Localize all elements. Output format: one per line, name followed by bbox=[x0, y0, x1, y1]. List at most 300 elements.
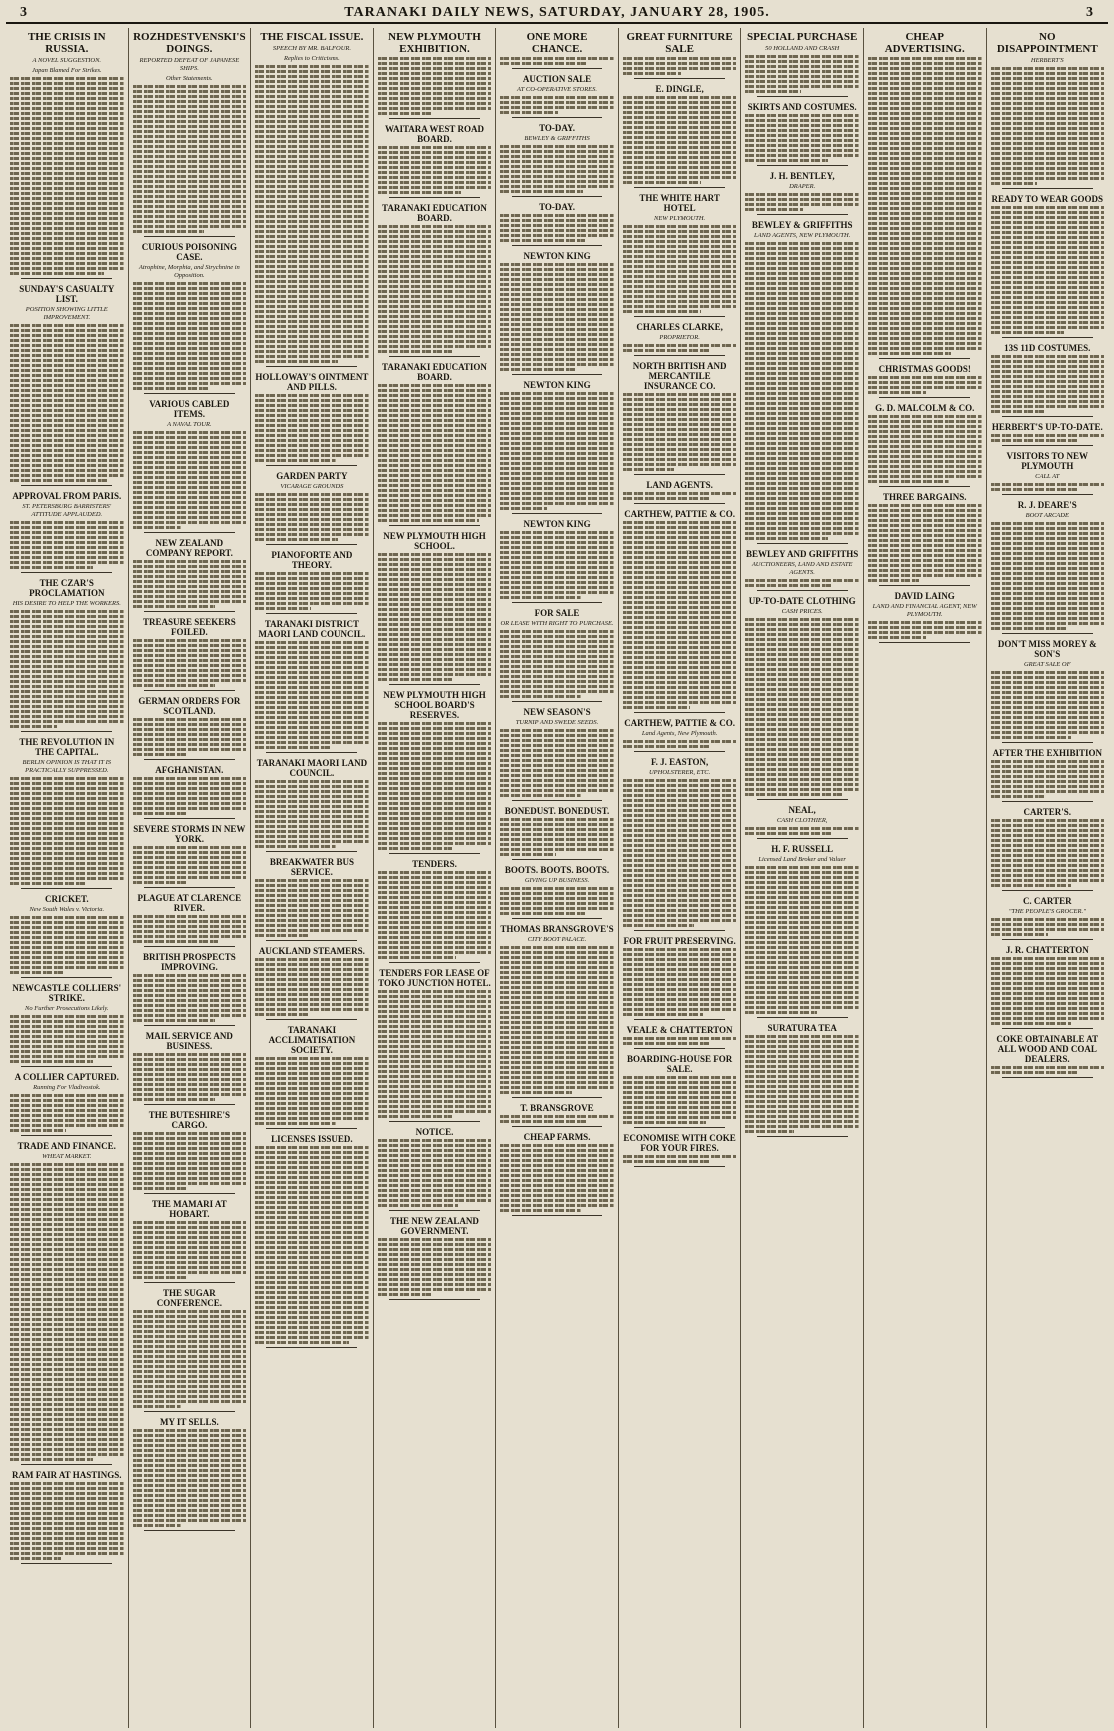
article-subhead: CASH CLOTHIER, bbox=[776, 817, 828, 824]
article-body-text bbox=[868, 376, 982, 394]
article bbox=[378, 362, 492, 526]
divider bbox=[389, 197, 480, 198]
article bbox=[991, 896, 1105, 940]
article bbox=[868, 492, 982, 586]
article bbox=[500, 251, 614, 375]
article-headline: AUCTION SALE bbox=[522, 74, 592, 84]
article bbox=[10, 983, 124, 1067]
column-8 bbox=[864, 28, 987, 1728]
article-body-text bbox=[255, 780, 369, 848]
column-7 bbox=[741, 28, 864, 1728]
article-headline: F. J. EASTON, bbox=[650, 757, 709, 767]
divider bbox=[144, 236, 235, 237]
article-body-text bbox=[868, 621, 982, 639]
divider bbox=[266, 851, 357, 852]
article-subhead: PROPRIETOR. bbox=[659, 334, 700, 341]
article bbox=[133, 696, 247, 760]
article-subhead: AUCTIONEERS, LAND AND ESTATE AGENTS. bbox=[751, 561, 853, 576]
article-subhead: OR LEASE WITH RIGHT TO PURCHASE. bbox=[500, 620, 614, 627]
article bbox=[500, 74, 614, 118]
article bbox=[745, 596, 859, 800]
article-subhead: NEW PLYMOUTH. bbox=[654, 215, 706, 222]
article-body-text bbox=[10, 1163, 124, 1461]
divider bbox=[144, 1411, 235, 1412]
article-subhead: Replies to Criticisms. bbox=[284, 55, 340, 62]
article bbox=[745, 549, 859, 591]
article-headline: FOR SALE bbox=[534, 608, 580, 618]
article bbox=[133, 617, 247, 691]
column-6 bbox=[619, 28, 742, 1728]
article-headline: AFGHANISTAN. bbox=[155, 765, 224, 775]
article-body-text bbox=[868, 415, 982, 483]
article-subhead: LAND AGENTS, NEW PLYMOUTH. bbox=[753, 232, 851, 239]
article-body-text bbox=[133, 1429, 247, 1527]
divider bbox=[144, 1530, 235, 1531]
article bbox=[133, 538, 247, 612]
article-headline: RAM FAIR AT HASTINGS. bbox=[12, 1470, 122, 1480]
article-headline: SEVERE STORMS IN NEW YORK. bbox=[133, 824, 246, 844]
article-headline: TRADE AND FINANCE. bbox=[17, 1141, 116, 1151]
article-headline: HERBERT'S UP-TO-DATE. bbox=[991, 422, 1103, 432]
article-body-text bbox=[378, 990, 492, 1118]
article-headline: TARANAKI EDUCATION BOARD. bbox=[382, 203, 487, 223]
divider bbox=[512, 117, 603, 118]
article-body-text bbox=[133, 915, 247, 943]
article-headline: HOLLOWAY'S OINTMENT AND PILLS. bbox=[255, 372, 369, 392]
article-subhead: Other Statements. bbox=[166, 75, 213, 82]
divider bbox=[634, 78, 725, 79]
article-headline: E. DINGLE, bbox=[655, 84, 704, 94]
article bbox=[623, 1133, 737, 1167]
divider bbox=[1002, 494, 1093, 495]
article-headline: THE SUGAR CONFERENCE. bbox=[156, 1288, 222, 1308]
article-body-text bbox=[623, 779, 737, 927]
article bbox=[623, 480, 737, 504]
article-headline: GARDEN PARTY bbox=[276, 471, 348, 481]
article-subhead: AT CO-OPERATIVE STORES. bbox=[517, 86, 598, 93]
article-headline: NEWTON KING bbox=[523, 380, 591, 390]
divider bbox=[144, 1104, 235, 1105]
article-body-text bbox=[133, 639, 247, 687]
article bbox=[255, 619, 369, 753]
divider bbox=[144, 611, 235, 612]
article-headline: PLAGUE AT CLARENCE RIVER. bbox=[137, 893, 242, 913]
article bbox=[745, 1023, 859, 1137]
article-headline: G. D. MALCOLM & CO. bbox=[875, 403, 975, 413]
article-headline: BOOTS. BOOTS. BOOTS. bbox=[504, 865, 610, 875]
article-body-text bbox=[133, 974, 247, 1022]
article-body-text bbox=[991, 918, 1105, 936]
article-body-text bbox=[378, 871, 492, 959]
article-body-text bbox=[623, 948, 737, 1016]
divider bbox=[634, 712, 725, 713]
article bbox=[378, 124, 492, 198]
divider bbox=[144, 1193, 235, 1194]
article-body-text bbox=[623, 57, 737, 75]
article-subhead: Licensed Land Broker and Valuer bbox=[758, 856, 846, 863]
columns bbox=[6, 28, 1108, 1728]
article-headline: THREE BARGAINS. bbox=[882, 492, 967, 502]
article-headline: THOMAS BRANSGROVE'S bbox=[500, 924, 614, 934]
divider bbox=[1002, 188, 1093, 189]
column-1 bbox=[6, 28, 129, 1728]
article-headline: ROZHDESTVENSKI'S DOINGS. bbox=[133, 31, 246, 55]
article-body-text bbox=[10, 916, 124, 974]
article-headline: THE CRISIS IN RUSSIA. bbox=[27, 31, 106, 55]
divider bbox=[512, 1126, 603, 1127]
article-headline: MAIL SERVICE AND BUSINESS. bbox=[145, 1031, 233, 1051]
divider bbox=[634, 1166, 725, 1167]
column-3 bbox=[251, 28, 374, 1728]
divider bbox=[1002, 1028, 1093, 1029]
divider bbox=[1002, 633, 1093, 634]
article-headline: BEWLEY & GRIFFITHS bbox=[751, 220, 853, 230]
divider bbox=[266, 465, 357, 466]
divider bbox=[879, 642, 970, 643]
article-body-text bbox=[745, 55, 859, 93]
divider bbox=[757, 1017, 848, 1018]
article-body-text bbox=[378, 1238, 492, 1296]
article-headline: R. J. DEARE'S bbox=[1017, 500, 1077, 510]
divider bbox=[512, 196, 603, 197]
article-subhead: REPORTED DEFEAT OF JAPANESE SHIPS. bbox=[139, 57, 240, 72]
article bbox=[500, 1103, 614, 1127]
divider bbox=[21, 1464, 112, 1465]
article-body-text bbox=[10, 324, 124, 482]
article bbox=[500, 519, 614, 603]
divider bbox=[266, 752, 357, 753]
article-body-text bbox=[500, 531, 614, 599]
divider bbox=[757, 1136, 848, 1137]
divider bbox=[512, 68, 603, 69]
article-headline: VEALE & CHATTERTON bbox=[626, 1025, 733, 1035]
article-headline: SURATURA TEA bbox=[767, 1023, 837, 1033]
article bbox=[500, 1132, 614, 1216]
article-headline: UP-TO-DATE CLOTHING bbox=[748, 596, 856, 606]
divider bbox=[757, 214, 848, 215]
article-body-text bbox=[868, 57, 982, 355]
article-body-text bbox=[623, 96, 737, 184]
article-headline: NEW PLYMOUTH HIGH SCHOOL. bbox=[383, 531, 486, 551]
column-2 bbox=[129, 28, 252, 1728]
article bbox=[868, 31, 982, 359]
divider bbox=[1002, 801, 1093, 802]
article bbox=[623, 31, 737, 79]
article bbox=[378, 31, 492, 119]
article bbox=[500, 707, 614, 801]
article bbox=[745, 220, 859, 544]
article-body-text bbox=[133, 777, 247, 815]
article-headline: CHRISTMAS GOODS! bbox=[878, 364, 971, 374]
article-subhead: CALL AT bbox=[1035, 473, 1060, 480]
article bbox=[745, 102, 859, 166]
article-headline: VISITORS TO NEW PLYMOUTH bbox=[1006, 451, 1089, 471]
article-body-text bbox=[991, 434, 1105, 442]
article-headline: TARANAKI DISTRICT MAORI LAND COUNCIL. bbox=[258, 619, 366, 639]
article-subhead: A NAVAL TOUR. bbox=[167, 421, 212, 428]
article-headline: LAND AGENTS. bbox=[646, 480, 713, 490]
article-body-text bbox=[623, 393, 737, 471]
article bbox=[991, 422, 1105, 446]
article bbox=[255, 758, 369, 852]
article-subhead: HIS DESIRE TO HELP THE WORKERS. bbox=[12, 600, 121, 607]
article-subhead: ST. PETERSBURG BARRISTERS' ATTITUDE APPLAUDED. bbox=[22, 503, 112, 518]
article bbox=[133, 1031, 247, 1105]
article bbox=[745, 171, 859, 215]
article bbox=[133, 1417, 247, 1531]
divider bbox=[634, 1127, 725, 1128]
article-headline: SUNDAY'S CASUALTY LIST. bbox=[19, 284, 115, 304]
article-headline: NEW PLYMOUTH EXHIBITION. bbox=[388, 31, 481, 55]
article-body-text bbox=[133, 846, 247, 884]
article bbox=[745, 31, 859, 97]
article bbox=[378, 531, 492, 685]
divider bbox=[144, 887, 235, 888]
article-headline: CRICKET. bbox=[44, 894, 89, 904]
article bbox=[991, 639, 1105, 743]
article bbox=[255, 31, 369, 367]
article-headline: TO-DAY. bbox=[539, 202, 575, 212]
article-body-text bbox=[623, 225, 737, 313]
article-headline: CHEAP ADVERTISING. bbox=[884, 31, 965, 55]
divider bbox=[144, 1282, 235, 1283]
divider bbox=[1002, 742, 1093, 743]
article-subhead: Atrophine, Morphia, and Strychnine in Opposition. bbox=[138, 264, 240, 279]
article-subhead: BEWLEY & GRIFFITHS bbox=[524, 135, 590, 142]
article-body-text bbox=[991, 483, 1105, 491]
divider bbox=[389, 962, 480, 963]
article-body-text bbox=[623, 344, 737, 352]
article bbox=[133, 242, 247, 394]
article-subhead: GIVING UP BUSINESS. bbox=[524, 877, 590, 884]
article bbox=[500, 924, 614, 1098]
article-headline: THE NEW ZEALAND GOVERNMENT. bbox=[390, 1216, 479, 1236]
article-body-text bbox=[10, 77, 124, 275]
article-headline: AUCKLAND STEAMERS. bbox=[258, 946, 365, 956]
divider bbox=[389, 1121, 480, 1122]
article-body-text bbox=[10, 1094, 124, 1132]
article bbox=[255, 1025, 369, 1129]
article bbox=[133, 399, 247, 533]
article-body-text bbox=[378, 57, 492, 115]
article-headline: SKIRTS AND COSTUMES. bbox=[747, 102, 857, 112]
article-headline: THE MAMARI AT HOBART. bbox=[151, 1199, 227, 1219]
article bbox=[500, 202, 614, 246]
divider bbox=[512, 1097, 603, 1098]
article bbox=[868, 591, 982, 643]
article-body-text bbox=[868, 504, 982, 582]
article-headline: J. H. BENTLEY, bbox=[769, 171, 835, 181]
article-body-text bbox=[255, 572, 369, 610]
article-headline: NEW PLYMOUTH HIGH SCHOOL BOARD'S RESERVES. bbox=[383, 690, 486, 720]
article bbox=[378, 203, 492, 357]
article bbox=[623, 757, 737, 931]
divider bbox=[21, 1135, 112, 1136]
article bbox=[991, 748, 1105, 802]
article-body-text bbox=[991, 957, 1105, 1025]
article-headline: NOTICE. bbox=[415, 1127, 454, 1137]
article bbox=[623, 1054, 737, 1128]
article-headline: NEW ZEALAND COMPANY REPORT. bbox=[145, 538, 233, 558]
article-headline: NO DISAPPOINTMENT bbox=[996, 31, 1098, 55]
article-subhead: BERLIN OPINION IS THAT IT IS PRACTICALLY SUPPRESSED. bbox=[22, 759, 112, 774]
article bbox=[10, 1470, 124, 1564]
article-body-text bbox=[378, 553, 492, 681]
article bbox=[10, 31, 124, 279]
masthead-title: TARANAKI DAILY NEWS, SATURDAY, JANUARY 28, 1905. bbox=[344, 5, 770, 20]
divider bbox=[757, 165, 848, 166]
divider bbox=[512, 513, 603, 514]
divider bbox=[144, 759, 235, 760]
article-body-text bbox=[255, 493, 369, 541]
article-subhead: DRAPER. bbox=[789, 183, 816, 190]
article-body-text bbox=[500, 214, 614, 242]
article bbox=[133, 952, 247, 1026]
article-body-text bbox=[10, 521, 124, 569]
article-body-text bbox=[745, 242, 859, 540]
article-subhead: Running For Vladivostok. bbox=[33, 1084, 101, 1091]
article-headline: TARANAKI EDUCATION BOARD. bbox=[382, 362, 487, 382]
article-body-text bbox=[623, 492, 737, 500]
divider bbox=[1002, 1077, 1093, 1078]
divider bbox=[21, 485, 112, 486]
divider bbox=[879, 397, 970, 398]
article-body-text bbox=[991, 522, 1105, 630]
divider bbox=[266, 613, 357, 614]
article-headline: TENDERS FOR LEASE OF TOKO JUNCTION HOTEL. bbox=[378, 968, 491, 988]
article-headline: VARIOUS CABLED ITEMS. bbox=[149, 399, 230, 419]
article-headline: A COLLIER CAPTURED. bbox=[14, 1072, 119, 1082]
article-headline: ECONOMISE WITH COKE FOR YOUR FIRES. bbox=[623, 1133, 736, 1153]
divider bbox=[21, 1563, 112, 1564]
article bbox=[378, 968, 492, 1122]
divider bbox=[266, 940, 357, 941]
article bbox=[133, 765, 247, 819]
article bbox=[133, 893, 247, 947]
article-headline: CURIOUS POISONING CASE. bbox=[141, 242, 237, 262]
divider bbox=[512, 1215, 603, 1216]
article-body-text bbox=[745, 618, 859, 796]
divider bbox=[144, 1025, 235, 1026]
article bbox=[623, 322, 737, 356]
article-body-text bbox=[500, 946, 614, 1094]
article bbox=[623, 509, 737, 713]
divider bbox=[389, 1299, 480, 1300]
article-body-text bbox=[500, 392, 614, 510]
divider bbox=[512, 374, 603, 375]
divider bbox=[634, 474, 725, 475]
column-9 bbox=[987, 28, 1109, 1728]
article-subhead: WHEAT MARKET. bbox=[42, 1153, 92, 1160]
article-body-text bbox=[500, 57, 614, 65]
article-headline: TENDERS. bbox=[412, 859, 457, 869]
article-subhead: POSITION SHOWING LITTLE IMPROVEMENT. bbox=[25, 306, 108, 321]
divider bbox=[634, 1048, 725, 1049]
article-subhead: No Further Prosecutions Likely. bbox=[25, 1005, 109, 1012]
article bbox=[378, 859, 492, 963]
article-body-text bbox=[255, 65, 369, 363]
article-body-text bbox=[991, 819, 1105, 887]
article bbox=[378, 690, 492, 854]
article-body-text bbox=[255, 641, 369, 749]
divider bbox=[144, 532, 235, 533]
article-headline: H. F. RUSSELL bbox=[771, 844, 833, 854]
article bbox=[623, 84, 737, 188]
article-body-text bbox=[745, 114, 859, 162]
article-headline: CARTHEW, PATTIE & CO. bbox=[624, 509, 735, 519]
divider bbox=[266, 1347, 357, 1348]
article bbox=[378, 1127, 492, 1211]
divider bbox=[512, 859, 603, 860]
divider bbox=[21, 731, 112, 732]
divider bbox=[1002, 416, 1093, 417]
article-body-text bbox=[133, 85, 247, 233]
article bbox=[10, 1072, 124, 1136]
article-subhead: "THE PEOPLE'S GROCER." bbox=[1008, 908, 1086, 915]
article-headline: CHARLES CLARKE, bbox=[636, 322, 723, 332]
divider bbox=[389, 1210, 480, 1211]
article-headline: THE REVOLUTION IN THE CAPITAL. bbox=[19, 737, 115, 757]
article-subhead: Land Agents, New Plymouth. bbox=[641, 730, 718, 737]
divider bbox=[634, 316, 725, 317]
article bbox=[991, 500, 1105, 634]
divider bbox=[266, 366, 357, 367]
divider bbox=[1002, 890, 1093, 891]
divider bbox=[21, 572, 112, 573]
article bbox=[133, 1199, 247, 1283]
divider bbox=[757, 838, 848, 839]
article bbox=[991, 807, 1105, 891]
article-subhead: GREAT SALE OF bbox=[1023, 661, 1071, 668]
article-body-text bbox=[378, 225, 492, 353]
article bbox=[255, 550, 369, 614]
article-subhead: LAND AND FINANCIAL AGENT, NEW PLYMOUTH. bbox=[872, 603, 977, 618]
article-headline: DAVID LAING bbox=[894, 591, 955, 601]
divider bbox=[389, 853, 480, 854]
article bbox=[10, 894, 124, 978]
article bbox=[255, 471, 369, 545]
article bbox=[378, 1216, 492, 1300]
article-body-text bbox=[991, 206, 1105, 334]
divider bbox=[512, 918, 603, 919]
article-headline: SPECIAL PURCHASE bbox=[746, 31, 858, 43]
article-body-text bbox=[500, 887, 614, 915]
article-body-text bbox=[133, 431, 247, 529]
article-body-text bbox=[745, 866, 859, 1014]
article-body-text bbox=[500, 729, 614, 797]
article-body-text bbox=[500, 818, 614, 856]
article-headline: BOARDING-HOUSE FOR SALE. bbox=[626, 1054, 733, 1074]
article-body-text bbox=[255, 958, 369, 1016]
article-headline: NEW SEASON'S bbox=[523, 707, 591, 717]
article bbox=[133, 31, 247, 237]
article-body-text bbox=[133, 282, 247, 390]
divider bbox=[879, 358, 970, 359]
divider bbox=[757, 590, 848, 591]
article-headline: THE BUTESHIRE'S CARGO. bbox=[148, 1110, 230, 1130]
article bbox=[991, 1034, 1105, 1078]
article-subhead: New South Wales v. Victoria. bbox=[29, 906, 105, 913]
article-body-text bbox=[10, 777, 124, 885]
article-headline: DON'T MISS MOREY & SON'S bbox=[997, 639, 1097, 659]
article bbox=[255, 372, 369, 466]
article-subhead: CASH PRICES. bbox=[781, 608, 823, 615]
article bbox=[991, 451, 1105, 495]
article-body-text bbox=[745, 579, 859, 587]
article-headline: TREASURE SEEKERS FOILED. bbox=[142, 617, 236, 637]
article-body-text bbox=[378, 722, 492, 850]
article-body-text bbox=[991, 760, 1105, 798]
